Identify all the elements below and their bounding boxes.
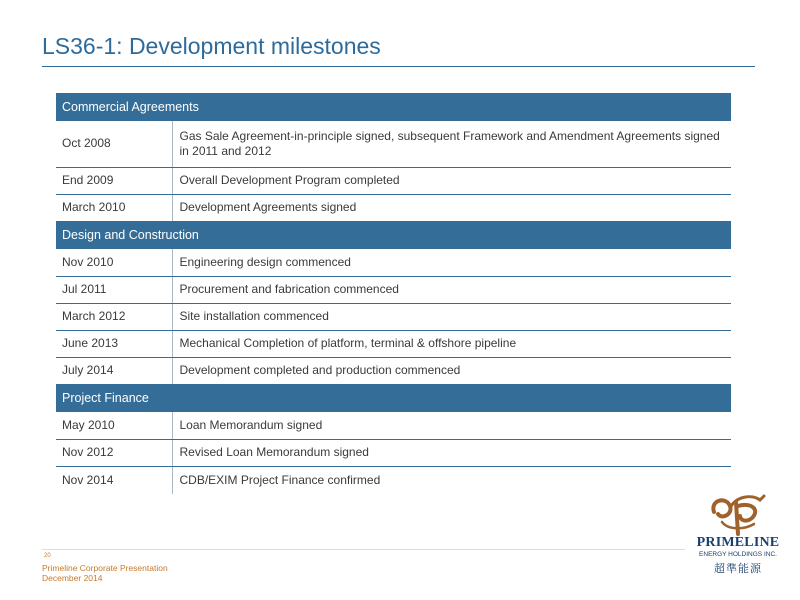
milestone-date: Nov 2010	[56, 249, 172, 276]
milestone-description: Loan Memorandum signed	[172, 412, 731, 439]
section-header-label: Project Finance	[56, 384, 731, 412]
table-row	[56, 357, 731, 384]
table-row	[56, 330, 731, 357]
table-row	[56, 249, 731, 276]
table-row	[56, 276, 731, 303]
footer-presentation-title: Primeline Corporate Presentation	[42, 563, 168, 573]
milestone-date: Jul 2011	[56, 276, 172, 303]
section-header-project-finance	[56, 384, 731, 412]
page-title: LS36-1: Development milestones	[42, 33, 381, 59]
milestone-description: Development Agreements signed	[172, 194, 731, 221]
title-divider	[42, 66, 755, 67]
milestone-description: Engineering design commenced	[172, 249, 731, 276]
table-row	[56, 439, 731, 466]
milestones-table	[56, 93, 731, 494]
milestone-date: Nov 2012	[56, 439, 172, 466]
milestone-date: Nov 2014	[56, 466, 172, 494]
section-header-design-and-construction	[56, 221, 731, 249]
milestone-date: March 2010	[56, 194, 172, 221]
milestone-date: March 2012	[56, 303, 172, 330]
logo-subtitle: ENERGY HOLDINGS INC.	[699, 551, 777, 558]
table-row	[56, 121, 731, 167]
milestone-date: Oct 2008	[56, 121, 172, 167]
milestone-description: Gas Sale Agreement-in-principle signed, subsequent Framework and Amendment Agreements signed in 2011 and 2012	[172, 121, 731, 167]
footer-divider	[42, 549, 685, 550]
milestone-date: June 2013	[56, 330, 172, 357]
logo-wordmark: PRIMELINE	[696, 535, 780, 550]
logo-chinese-name: 超準能源	[714, 563, 762, 575]
primeline-emblem-icon	[708, 492, 766, 536]
milestone-description: Mechanical Completion of platform, terminal & offshore pipeline	[172, 330, 731, 357]
table-row	[56, 466, 731, 494]
milestone-description: Overall Development Program completed	[172, 167, 731, 194]
milestone-date: End 2009	[56, 167, 172, 194]
table-row	[56, 194, 731, 221]
milestone-date: July 2014	[56, 357, 172, 384]
page-number: 20	[44, 553, 51, 559]
footer-date: December 2014	[42, 573, 103, 583]
section-header-commercial-agreements	[56, 93, 731, 121]
table-row	[56, 167, 731, 194]
table-row	[56, 303, 731, 330]
section-header-label: Design and Construction	[56, 221, 731, 249]
table-row	[56, 412, 731, 439]
milestone-description: Site installation commenced	[172, 303, 731, 330]
milestone-description: Revised Loan Memorandum signed	[172, 439, 731, 466]
milestone-description: Procurement and fabrication commenced	[172, 276, 731, 303]
milestone-description: CDB/EXIM Project Finance confirmed	[179, 472, 381, 487]
milestone-date: May 2010	[56, 412, 172, 439]
company-logo	[692, 492, 784, 582]
section-header-label: Commercial Agreements	[56, 93, 731, 121]
milestone-description: Development completed and production commenced	[172, 357, 731, 384]
